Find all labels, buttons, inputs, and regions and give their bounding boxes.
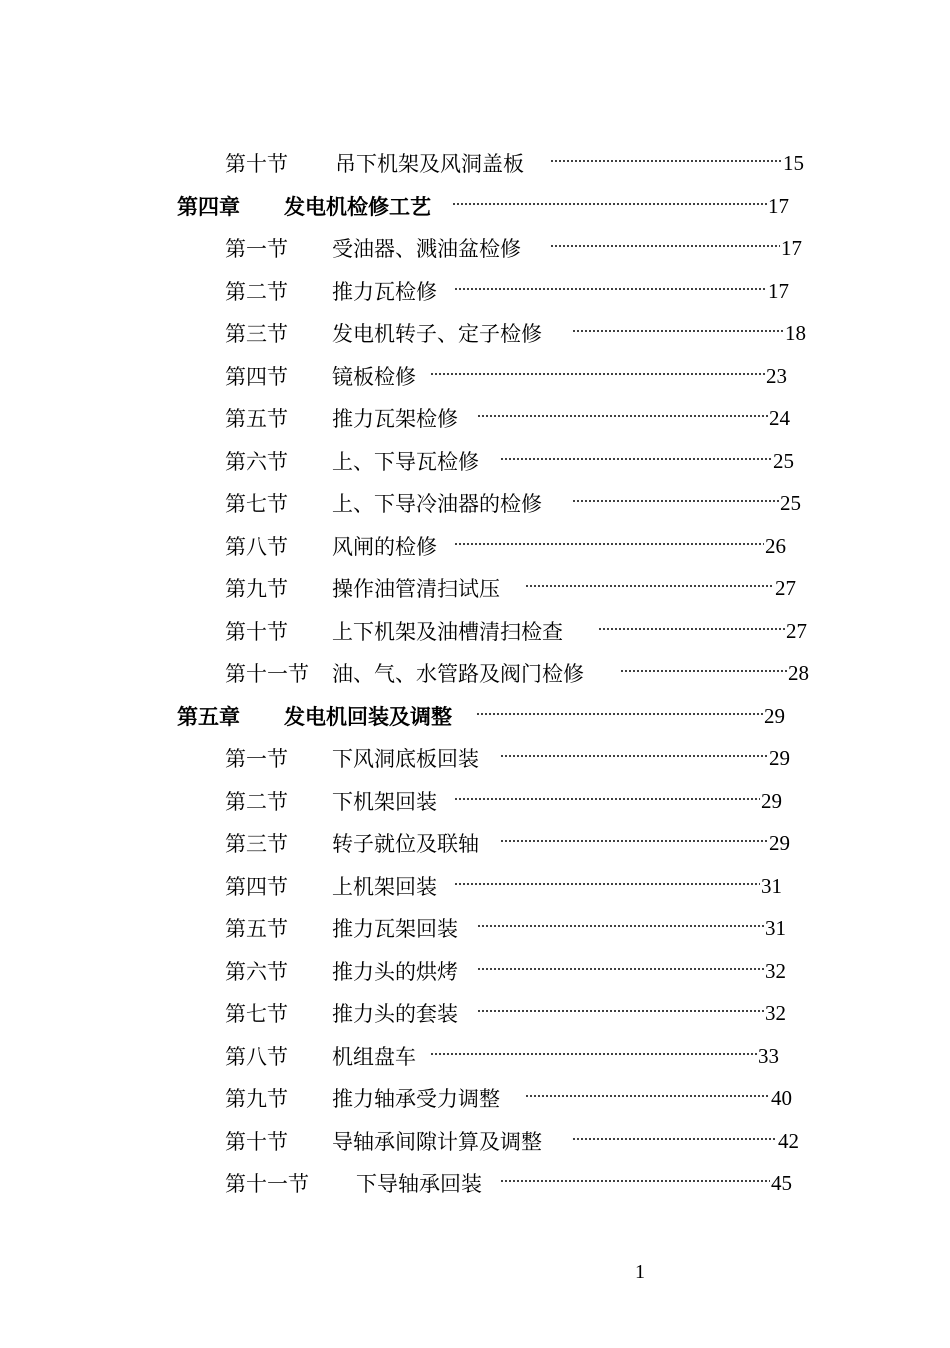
toc-entry-title: 镜板检修 bbox=[332, 365, 416, 389]
toc-entry-number: 第三节 bbox=[225, 832, 288, 856]
toc-entry-title: 吊下机架及风洞盖板 bbox=[335, 152, 524, 176]
dot-leader bbox=[500, 458, 772, 460]
dot-leader bbox=[476, 713, 763, 715]
toc-entry-page: 25 bbox=[773, 448, 794, 473]
toc-section-entry bbox=[0, 531, 950, 561]
toc-entry-page: 27 bbox=[786, 618, 807, 643]
toc-entry-title: 推力瓦架回装 bbox=[332, 917, 458, 941]
toc-entry-title: 受油器、溅油盆检修 bbox=[332, 237, 521, 261]
toc-entry-page: 26 bbox=[765, 533, 786, 558]
dot-leader bbox=[454, 288, 767, 290]
toc-entry-title: 推力瓦检修 bbox=[332, 280, 437, 304]
page-number: 1 bbox=[635, 1261, 645, 1283]
toc-entry-number: 第十节 bbox=[225, 152, 288, 176]
toc-entry-title: 操作油管清扫试压 bbox=[332, 577, 500, 601]
toc-section-entry bbox=[0, 871, 950, 901]
toc-entry-page: 32 bbox=[765, 1000, 786, 1025]
toc-entry-number: 第二节 bbox=[225, 790, 288, 814]
toc-section-entry bbox=[0, 488, 950, 518]
toc-entry-page: 32 bbox=[765, 958, 786, 983]
toc-entry-title: 油、气、水管路及阀门检修 bbox=[332, 662, 584, 686]
toc-entry-title: 上、下导瓦检修 bbox=[332, 450, 479, 474]
toc-entry-page: 45 bbox=[771, 1170, 792, 1195]
toc-entry-number: 第二节 bbox=[225, 280, 288, 304]
toc-section-entry bbox=[0, 1168, 950, 1198]
toc-section-entry bbox=[0, 403, 950, 433]
toc-entry-page: 29 bbox=[761, 788, 782, 813]
toc-entry-number: 第三节 bbox=[225, 322, 288, 346]
toc-entry-number: 第九节 bbox=[225, 1087, 288, 1111]
toc-entry-number: 第一节 bbox=[225, 747, 288, 771]
dot-leader bbox=[550, 245, 780, 247]
toc-section-entry bbox=[0, 148, 950, 178]
toc-entry-page: 25 bbox=[780, 490, 801, 515]
toc-entry-title: 推力轴承受力调整 bbox=[332, 1087, 500, 1111]
toc-chapter-entry bbox=[0, 701, 950, 731]
toc-entry-page: 18 bbox=[785, 320, 806, 345]
toc-entry-page: 40 bbox=[771, 1085, 792, 1110]
toc-section-entry bbox=[0, 743, 950, 773]
toc-entry-number: 第九节 bbox=[225, 577, 288, 601]
toc-entry-page: 29 bbox=[769, 830, 790, 855]
toc-entry-page: 42 bbox=[778, 1128, 799, 1153]
toc-entry-title: 发电机检修工艺 bbox=[284, 194, 431, 219]
toc-entry-title: 推力头的套装 bbox=[332, 1002, 458, 1026]
dot-leader bbox=[477, 968, 764, 970]
dot-leader bbox=[500, 755, 768, 757]
toc-entry-number: 第八节 bbox=[225, 535, 288, 559]
toc-entry-number: 第一节 bbox=[225, 237, 288, 261]
dot-leader bbox=[572, 330, 784, 332]
toc-entry-number: 第五节 bbox=[225, 917, 288, 941]
toc-entry-page: 33 bbox=[758, 1043, 779, 1068]
dot-leader bbox=[500, 1180, 770, 1182]
toc-section-entry bbox=[0, 658, 950, 688]
toc-entry-number: 第十节 bbox=[225, 1130, 288, 1154]
toc-section-entry bbox=[0, 446, 950, 476]
toc-section-entry bbox=[0, 276, 950, 306]
toc-entry-title: 机组盘车 bbox=[332, 1045, 416, 1069]
toc-section-entry bbox=[0, 956, 950, 986]
toc-section-entry bbox=[0, 361, 950, 391]
toc-section-entry bbox=[0, 318, 950, 348]
toc-entry-page: 28 bbox=[788, 660, 809, 685]
dot-leader bbox=[477, 415, 768, 417]
toc-entry-page: 31 bbox=[765, 915, 786, 940]
toc-entry-title: 上、下导冷油器的检修 bbox=[332, 492, 542, 516]
toc-entry-number: 第十一节 bbox=[225, 662, 309, 686]
toc-section-entry bbox=[0, 786, 950, 816]
toc-section-entry bbox=[0, 616, 950, 646]
toc-entry-page: 31 bbox=[761, 873, 782, 898]
toc-entry-page: 23 bbox=[766, 363, 787, 388]
toc-entry-page: 17 bbox=[781, 235, 802, 260]
toc-entry-title: 下机架回装 bbox=[332, 790, 437, 814]
toc-entry-title: 上机架回装 bbox=[332, 875, 437, 899]
toc-entry-number: 第六节 bbox=[225, 960, 288, 984]
toc-entry-number: 第四章 bbox=[177, 194, 240, 219]
toc-section-entry bbox=[0, 1126, 950, 1156]
toc-section-entry bbox=[0, 828, 950, 858]
toc-entry-title: 下导轴承回装 bbox=[356, 1172, 482, 1196]
toc-entry-page: 29 bbox=[769, 745, 790, 770]
dot-leader bbox=[500, 840, 768, 842]
toc-entry-number: 第八节 bbox=[225, 1045, 288, 1069]
toc-entry-title: 发电机回装及调整 bbox=[284, 704, 452, 729]
dot-leader bbox=[452, 203, 767, 205]
toc-entry-title: 下风洞底板回装 bbox=[332, 747, 479, 771]
dot-leader bbox=[525, 1095, 770, 1097]
toc-entry-number: 第五节 bbox=[225, 407, 288, 431]
toc-entry-number: 第六节 bbox=[225, 450, 288, 474]
toc-chapter-entry bbox=[0, 191, 950, 221]
dot-leader bbox=[454, 883, 760, 885]
toc-entry-page: 17 bbox=[768, 278, 789, 303]
toc-entry-page: 17 bbox=[768, 193, 789, 218]
toc-section-entry bbox=[0, 573, 950, 603]
toc-entry-title: 风闸的检修 bbox=[332, 535, 437, 559]
toc-entry-number: 第五章 bbox=[177, 704, 240, 729]
dot-leader bbox=[477, 925, 764, 927]
toc-entry-number: 第四节 bbox=[225, 875, 288, 899]
toc-entry-title: 上下机架及油槽清扫检查 bbox=[332, 620, 563, 644]
dot-leader bbox=[430, 373, 765, 375]
toc-entry-number: 第十一节 bbox=[225, 1172, 309, 1196]
toc-entry-number: 第七节 bbox=[225, 1002, 288, 1026]
toc-entry-title: 推力头的烘烤 bbox=[332, 960, 458, 984]
dot-leader bbox=[572, 1138, 777, 1140]
toc-entry-title: 发电机转子、定子检修 bbox=[332, 322, 542, 346]
toc-entry-title: 推力瓦架检修 bbox=[332, 407, 458, 431]
dot-leader bbox=[525, 585, 774, 587]
toc-entry-page: 24 bbox=[769, 405, 790, 430]
dot-leader bbox=[454, 798, 760, 800]
toc-section-entry bbox=[0, 1041, 950, 1071]
toc-section-entry bbox=[0, 233, 950, 263]
toc-entry-title: 转子就位及联轴 bbox=[332, 832, 479, 856]
toc-entry-title: 导轴承间隙计算及调整 bbox=[332, 1130, 542, 1154]
toc-entry-page: 29 bbox=[764, 703, 785, 728]
dot-leader bbox=[430, 1053, 757, 1055]
dot-leader bbox=[572, 500, 779, 502]
toc-entry-page: 15 bbox=[783, 150, 804, 175]
toc-entry-number: 第四节 bbox=[225, 365, 288, 389]
toc-section-entry bbox=[0, 913, 950, 943]
toc-entry-number: 第七节 bbox=[225, 492, 288, 516]
toc-entry-number: 第十节 bbox=[225, 620, 288, 644]
toc-section-entry bbox=[0, 1083, 950, 1113]
dot-leader bbox=[477, 1010, 764, 1012]
dot-leader bbox=[620, 670, 787, 672]
dot-leader bbox=[550, 160, 782, 162]
toc-section-entry bbox=[0, 998, 950, 1028]
dot-leader bbox=[598, 628, 785, 630]
toc-entry-page: 27 bbox=[775, 575, 796, 600]
dot-leader bbox=[454, 543, 764, 545]
